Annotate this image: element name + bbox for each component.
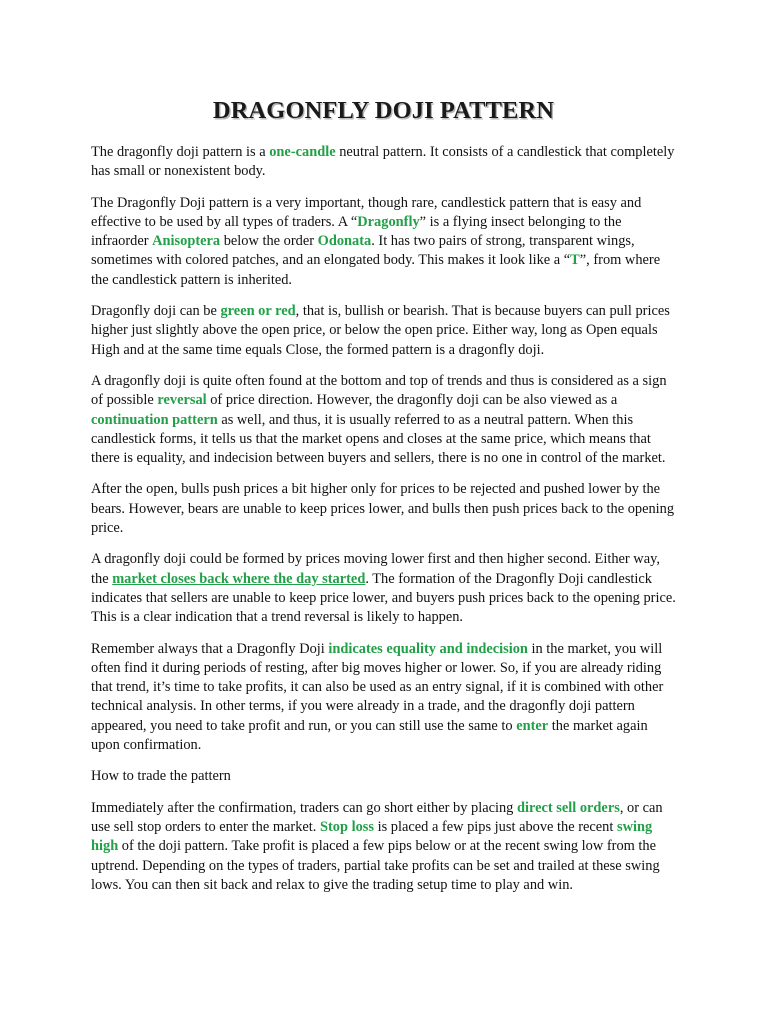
text-run: , that is, bullish or bearish. That is because buyers can pull prices higher just slightly above the open price, or below the open price. Either way, long as Open equals High and at the same time equals Close, the formed pattern is a dragonfly doji. — [91, 303, 670, 358]
highlight-term: Anisoptera — [152, 233, 221, 250]
market-closes-link[interactable]: market closes back where the day started — [112, 570, 366, 587]
text-run: is placed a few pips just above the recent — [374, 818, 617, 835]
highlight-term: green or red — [220, 303, 296, 320]
text-run: of price direction. However, the dragonfly doji can be also viewed as a — [206, 392, 618, 409]
paragraph-reversal — [91, 372, 676, 468]
highlight-term: swing high — [91, 818, 653, 855]
highlight-term: reversal — [157, 392, 207, 409]
text-run: below the order — [220, 233, 318, 250]
highlight-term: continuation pattern — [91, 411, 218, 428]
highlight-term: indicates equality and indecision — [328, 640, 528, 657]
paragraph-colors — [91, 302, 676, 360]
paragraph-trading — [91, 799, 676, 895]
text-run: Remember always that a Dragonfly Doji — [91, 640, 329, 657]
text-run: Immediately after the confirmation, traders can go short either by placing — [91, 799, 517, 816]
text-run: the market again upon confirmation. — [91, 717, 648, 754]
text-run: , or can use sell stop orders to enter the market. — [91, 799, 663, 835]
text-run: . The formation of the Dragonfly Doji candlestick indicates that sellers are unable to keep price lower, and buyers push prices back to the opening price. This is a clear indication that a trend reversal is likely to happen. — [91, 570, 676, 626]
highlight-term: direct sell orders — [516, 799, 620, 816]
text-run: neutral pattern. It consists of a candlestick that completely has small or nonexistent body. — [91, 144, 675, 180]
text-run: The dragonfly doji pattern is a — [91, 144, 270, 160]
text-run: How to trade the pattern — [91, 768, 231, 785]
paragraph-intro — [91, 143, 676, 182]
paragraph-dragonfly-origin — [91, 194, 676, 290]
text-run: as well, and thus, it is usually referred to as a neutral pattern. When this candlestick forms, it tells us that the market opens and closes at the same price, which means that there is equality, and indecision between buyers and sellers, there is no one in control of the market. — [91, 411, 666, 467]
text-run: of the doji pattern. Take profit is placed a few pips below or at the recent swing low from the uptrend. Depending on the types of traders, partial take profits can be set and trailed at these swing lows. You can then sit back and relax to give the trading setup time to play and win. — [91, 838, 660, 893]
highlight-term: Odonata — [317, 233, 372, 250]
page-title: DRAGONFLY DOJI PATTERN — [212, 97, 555, 124]
paragraph-formation — [91, 550, 676, 627]
text-run: After the open, bulls push prices a bit higher only for prices to be rejected and pushed lower by the bears. However, bears are unable to keep prices lower, and bulls then push prices back to the opening price. — [91, 481, 675, 537]
text-run: The Dragonfly Doji pattern is a very important, though rare, candlestick pattern that is easy and effective to be used by all types of traders. A “ — [91, 194, 642, 230]
paragraph-after-open — [91, 480, 676, 538]
text-run: in the market, you will often find it during periods of resting, after big moves higher or lower. So, if you are already riding that trend, it’s time to take profits, it can also be used as an entry signal, if it is combined with other technical analysis. In other terms, if you were already in a trade, and the dragonfly doji pattern appeared, you need to take profit and run, or you can still use the same to — [91, 640, 664, 734]
highlight-term: Dragonfly — [357, 213, 420, 230]
highlight-term: enter — [516, 717, 549, 734]
paragraph-remember — [91, 640, 676, 756]
text-run: . It has two pairs of strong, transparent wings, sometimes with colored patches, and an elongated body. This makes it look like a “ — [91, 233, 635, 269]
section-heading-how-to-trade — [91, 767, 676, 786]
highlight-term: one-candle — [269, 144, 336, 160]
text-run: A dragonfly doji could be formed by prices moving lower first and then higher second. Either way, the — [91, 551, 660, 587]
text-run: Dragonfly doji can be — [91, 303, 221, 320]
text-run: ”, from where the candlestick pattern is inherited. — [91, 252, 661, 288]
text-run: A dragonfly doji is quite often found at the bottom and top of trends and thus is considered as a sign of possible — [91, 372, 667, 409]
text-run: ” is a flying insect belonging to the infraorder — [91, 213, 622, 250]
highlight-term: T — [570, 252, 580, 269]
highlight-term: Stop loss — [320, 818, 374, 835]
